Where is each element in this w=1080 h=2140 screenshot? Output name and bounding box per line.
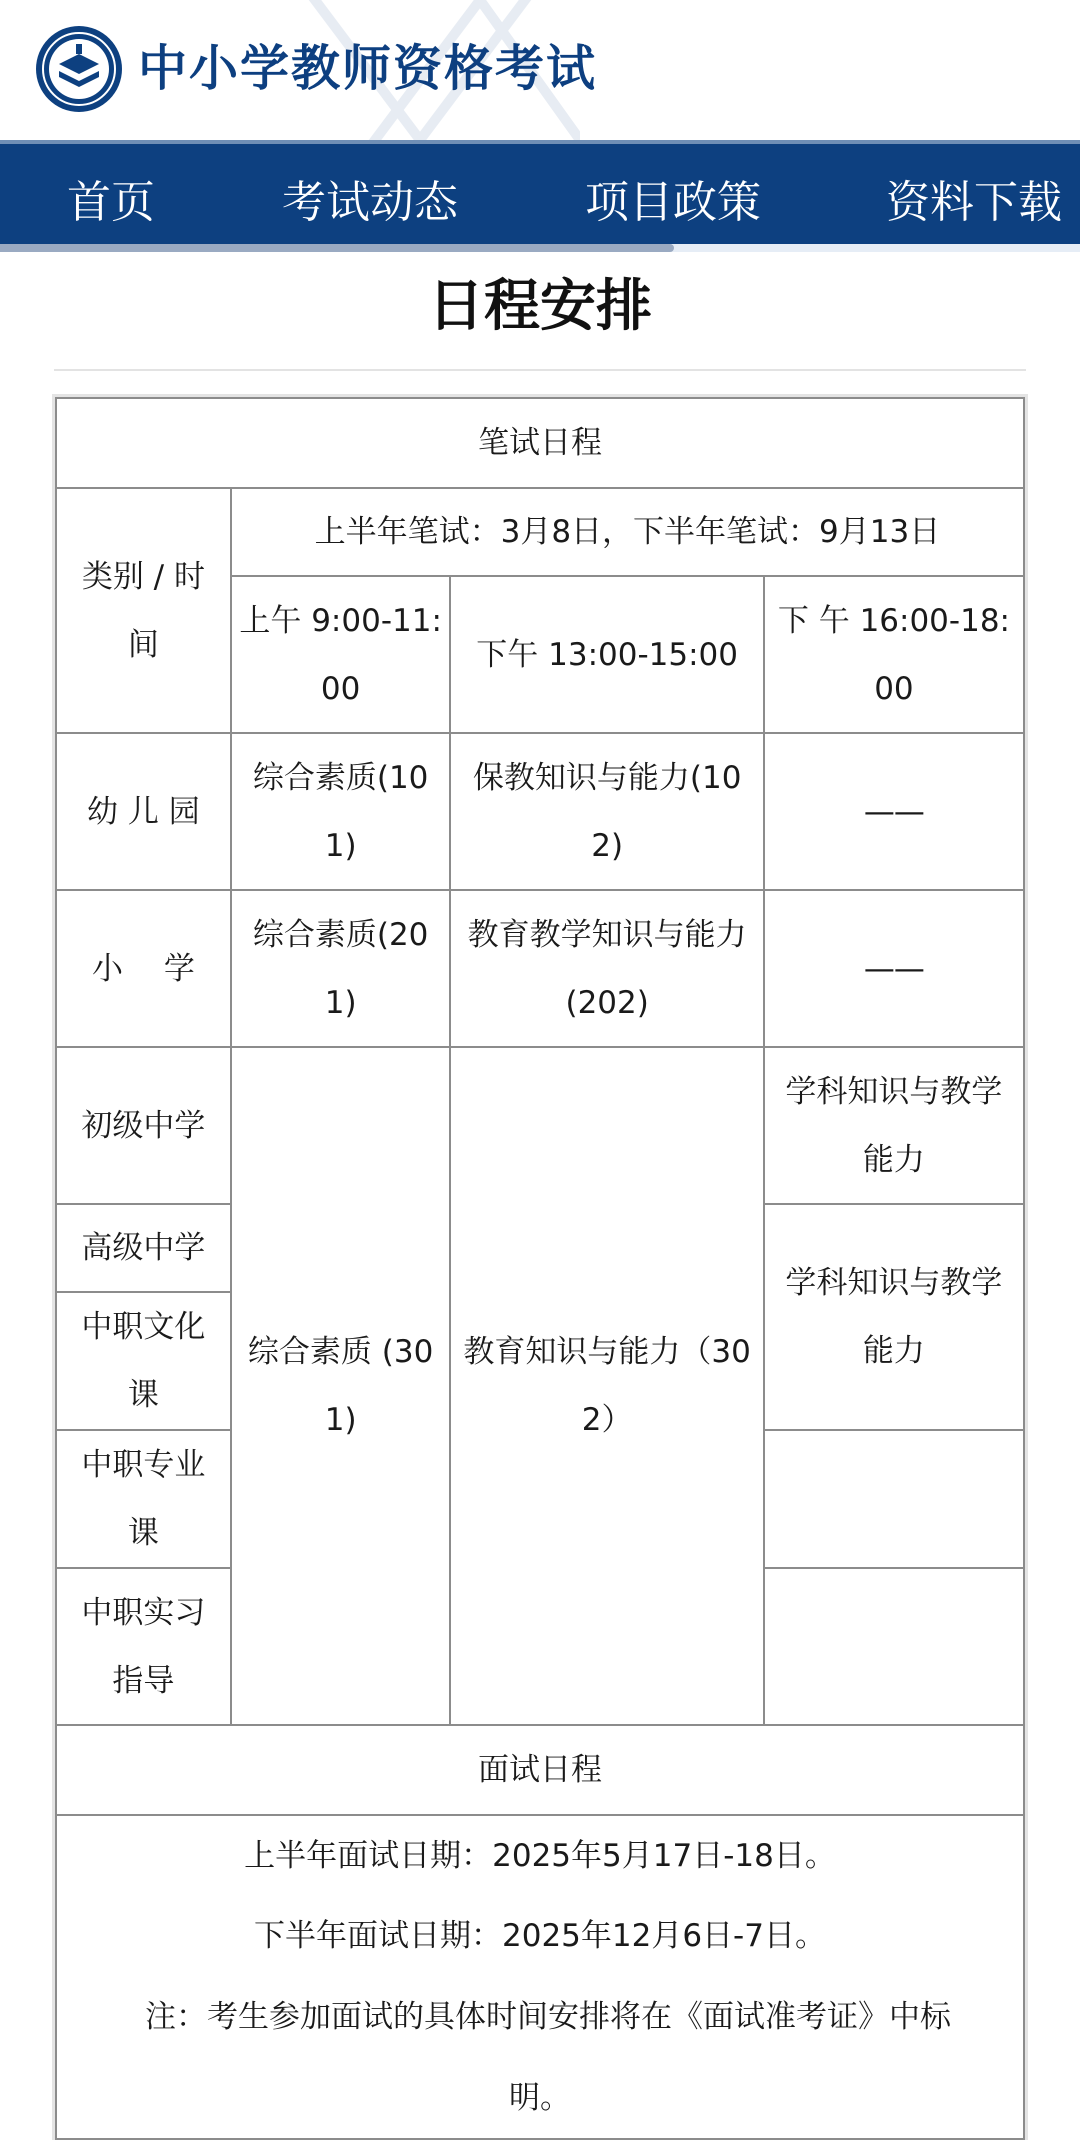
junior-evening-subject: 学科知识与教学能力 [764, 1047, 1024, 1204]
page-title: 日程安排 [428, 274, 652, 339]
table-row [56, 1725, 1024, 1815]
title-divider [54, 369, 1026, 371]
interview-note: 注：考生参加面试的具体时间安排将在《面试准考证》中标 [145, 1999, 951, 2035]
time-slot-pm: 下午 13:00-15:00 [450, 576, 763, 733]
nav-item-exam-news[interactable]: 考试动态 [282, 177, 458, 228]
vocational-practice-evening-subject [764, 1568, 1024, 1725]
interview-note-continued: 明。 [509, 2080, 571, 2116]
vocational-major-evening-subject [764, 1430, 1024, 1568]
interview-second-half: 下半年面试日期：2025年12月6日-7日。 [254, 1918, 826, 1954]
nav-item-home[interactable]: 首页 [67, 177, 155, 228]
table-row [56, 398, 1024, 488]
category-junior-high: 初级中学 [56, 1047, 231, 1204]
primary-am-subject: 综合素质(201) [231, 890, 451, 1047]
written-dates: 上半年笔试：3月8日，下半年笔试：9月13日 [231, 488, 1024, 576]
site-header [0, 0, 1080, 144]
interview-section-title: 面试日程 [56, 1725, 1024, 1815]
time-slot-evening: 下 午 16:00-18:00 [764, 576, 1024, 733]
category-vocational-major: 中职专业课 [56, 1430, 231, 1568]
category-primary: 小 学 [56, 890, 231, 1047]
category-vocational-culture: 中职文化课 [56, 1292, 231, 1430]
primary-pm-subject: 教育教学知识与能力(202) [450, 890, 763, 1047]
category-kindergarten: 幼 儿 园 [56, 733, 231, 890]
schedule-table [55, 397, 1025, 2140]
site-title[interactable]: 中小学教师资格考试 [138, 40, 598, 97]
written-section-title: 笔试日程 [56, 398, 1024, 488]
kindergarten-evening-subject: —— [764, 733, 1024, 890]
time-slot-am: 上午 9:00-11:00 [231, 576, 451, 733]
table-row [56, 890, 1024, 1047]
secondary-am-subject: 综合素质 (301) [231, 1047, 451, 1725]
interview-details [56, 1815, 1024, 2139]
table-row [56, 1047, 1024, 1204]
category-time-header: 类别 / 时间 [56, 488, 231, 733]
category-vocational-practice: 中职实习指导 [56, 1568, 231, 1725]
interview-first-half: 上半年面试日期：2025年5月17日-18日。 [244, 1838, 836, 1874]
category-senior-high: 高级中学 [56, 1204, 231, 1292]
senior-evening-subject: 学科知识与教学能力 [764, 1204, 1024, 1430]
main-nav [0, 144, 1080, 248]
kindergarten-pm-subject: 保教知识与能力(102) [450, 733, 763, 890]
secondary-pm-subject: 教育知识与能力（302） [450, 1047, 763, 1725]
ntce-emblem-icon[interactable] [34, 24, 124, 114]
table-row [56, 1815, 1024, 2139]
nav-item-policy[interactable]: 项目政策 [585, 177, 761, 228]
nav-item-downloads[interactable]: 资料下载 [886, 177, 1062, 228]
primary-evening-subject: —— [764, 890, 1024, 1047]
table-row [56, 733, 1024, 890]
kindergarten-am-subject: 综合素质(101) [231, 733, 451, 890]
table-row [56, 488, 1024, 576]
nav-scrollbar-thumb[interactable] [0, 244, 674, 252]
